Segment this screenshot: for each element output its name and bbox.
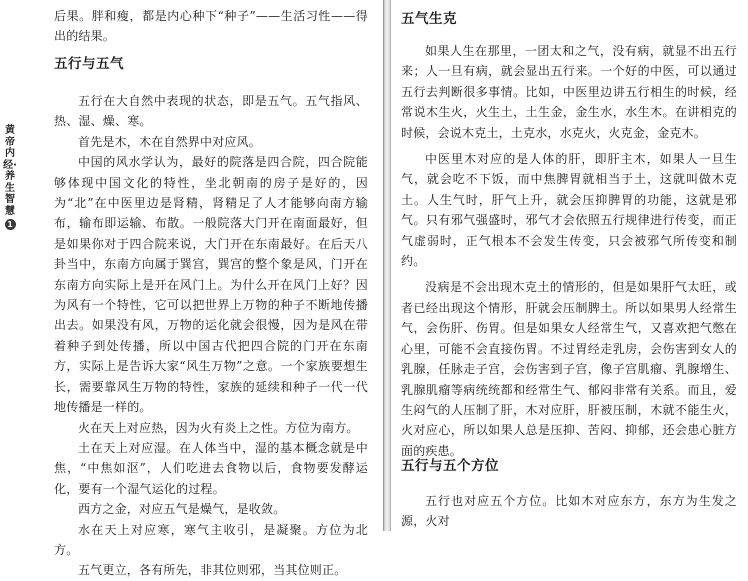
left-body	[54, 91, 368, 581]
right-heading1-block	[401, 9, 737, 29]
left-section-heading-block	[54, 54, 368, 74]
paragraph: 五行也对应五个方位。比如木对应东方，东方为生发之源，火对	[401, 494, 737, 529]
paragraph: 五行在大自然中表现的状态，即是五气。五气指风、热、湿、燥、寒。	[54, 94, 368, 129]
paragraph: 火在天上对应热，因为火有炎上之性。方位为南方。	[78, 420, 359, 435]
paragraph: 西方之金，对应五气是燥气，是收敛。	[78, 502, 286, 517]
right-body-2	[401, 491, 737, 532]
right-heading2-block	[401, 456, 737, 476]
right-page	[390, 0, 748, 531]
right-body-1	[401, 41, 737, 461]
paragraph: 没病是不会出现木克土的情形的，但是如果肝气太旺，或者已经出现这个情形，肝就会压制脾土。所以如果男人经常生气，会伤肝、伤胃。但是如果女人经常生气，又喜欢把气憋在心里，可能不会直接伤胃。不过胃经走乳房，会伤害到女人的乳腺，任脉走子宫，会伤害到子宫，像子宫肌瘤、乳腺增生、乳腺肌瘤等病统统都和经常生气、郁闷非常有关系。而且，爱生闷气的人压制了肝，木对应肝，肝被压制，木就不能生火，火对应心，所以如果人总是压抑、苦闷、抑郁，还会患心脏方面的疾患。	[401, 280, 737, 458]
spine-label	[3, 125, 17, 242]
paragraph: 首先是木，木在自然界中对应风。	[78, 134, 262, 149]
section-heading-wuxing-wuqi: 五行与五气	[54, 56, 124, 72]
paragraph: 中国的风水学认为，最好的院落是四合院，四合院能够体现中国文化的特性，坐北朝南的房子是好的，因为“北”在中医里边是肾精，肾精足了人才能够向南方输布，输布即运输、布散。一般院落大门开在南面最好，但是如果你对于四合院来说，大门开在东南最好。在后天八卦当中，东南方向属于巽宫，巽宫的整个象是风，门开在东南方向实际上是开在风门上。为什么开在风门上好？因为风有一个特性，它可以把世界上万物的种子不断地传播出去。如果没有风，万物的运化就会很慢，因为是风在带着种子到处传播，所以中国古代把四合院的门开在东南方，实际上是告诉大家“风生万物”之意。一个家族要想生长，需要靠风生万物的特性，家族的延续和种子一代一代地传播是一样的。	[54, 155, 368, 415]
section-heading-wuxing-fangwei: 五行与五个方位	[401, 458, 499, 474]
page-number-badge: 11	[5, 219, 16, 230]
paragraph: 五气更立，各有所先，非其位则邪，当其位则正。	[78, 563, 347, 578]
paragraph: 水在天上对应寒，寒气主收引，是凝聚。方位为北方。	[54, 522, 368, 557]
section-heading-wuqi-shengke: 五气生克	[401, 11, 457, 27]
left-top-line: 后果。胖和瘦，都是内心种下“种子”——生活习性——得出的结果。	[54, 9, 368, 44]
paragraph: 土在天上对应湿。在人体当中，湿的基本概念就是中焦，“中焦如沤”，人们吃进去食物以后，食物要发酵运化，要有一个湿气运化的过程。	[54, 440, 368, 496]
paragraph: 如果人生在那里，一团太和之气，没有病，就显不出五行来；人一旦有病，就会显出五行来。一个好的中医，可以通过五行去判断很多事情。比如，中医里边讲五行相生的时候，经常说木生火，火生土，土生金，金生水，水生木。在讲相克的时候，会说木克土，土克水，水克火，火克金，金克木。	[401, 44, 737, 140]
paragraph: 中医里木对应的是人体的肝，即肝主木，如果人一旦生气，就会吃不下饭，而中焦脾胃就相当于土，这就叫做木克土。人生气时，肝气上升，就会压抑脾胃的功能，这就是邪气。只有邪气强盛时，邪气才会依照五行规律进行传变，而正气虚弱时，正气根本不会发生传变，只会被邪气所传变和制约。	[401, 152, 737, 269]
left-top-line-block	[54, 6, 368, 47]
spine-title: 黄帝内经·养生智慧	[3, 125, 17, 217]
